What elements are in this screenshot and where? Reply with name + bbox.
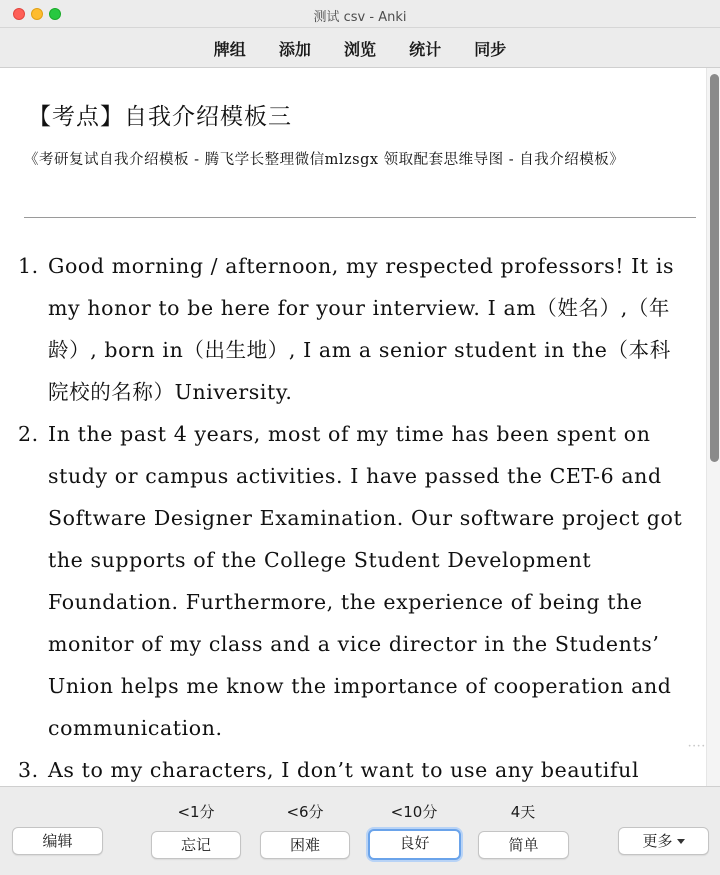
toolbar-decks[interactable]: 牌组: [213, 40, 246, 59]
list-item-text: Good morning / afternoon, my respected professors! It is my honor to be here for your interview. I am（姓名）,（年龄）, born in（出生地）, I am a senior student in the（本科院校的名称）University.: [48, 254, 675, 404]
list-item-text: In the past 4 years, most of my time has been spent on study or campus activities. I have passed the CET-6 and Software Designer Examination. Our software project got the supports of the College Student Development Foundation. Furthermore, the experience of being the monitor of my class and a vice director in the Students’ Union helps me know the importance of cooperation and communication.: [48, 422, 683, 740]
list-item-number: 2.: [18, 422, 39, 446]
list-item-number: 1.: [18, 254, 39, 278]
list-item: [18, 245, 690, 413]
toolbar-stats[interactable]: 统计: [409, 40, 442, 59]
interval-again: <1分: [177, 803, 215, 821]
good-button[interactable]: 良好: [368, 829, 461, 860]
window-title: 测试 csv - Anki: [313, 10, 407, 25]
card-item-list: [18, 245, 690, 786]
interval-good: <10分: [390, 803, 438, 821]
interval-hard: <6分: [286, 803, 324, 821]
divider: [24, 217, 696, 218]
more-button-label: 更多: [642, 832, 673, 850]
vertical-scrollbar[interactable]: [706, 68, 720, 786]
more-button[interactable]: [618, 827, 709, 855]
list-item-number: 3.: [18, 758, 39, 782]
answer-bar: [0, 786, 720, 875]
card-subtitle: 《考研复试自我介绍模板 - 腾飞学长整理微信mlzsgx 领取配套思维导图 - 自我介绍模板》: [24, 152, 625, 168]
interval-easy: 4天: [510, 803, 536, 821]
easy-button[interactable]: 简单: [478, 831, 569, 859]
card-content: [0, 68, 720, 786]
hard-button[interactable]: 困难: [260, 831, 350, 859]
card-title: 【考点】自我介绍模板三: [28, 104, 292, 130]
list-item: [18, 749, 690, 786]
toolbar-browse[interactable]: 浏览: [343, 40, 376, 59]
list-item-text: As to my characters, I don’t want to use any beautiful: [48, 758, 640, 782]
scrollbar-thumb[interactable]: [710, 74, 719, 462]
chevron-down-icon: [677, 839, 685, 844]
edit-button[interactable]: 编辑: [12, 827, 103, 855]
list-item: [18, 413, 690, 749]
toolbar-sync[interactable]: 同步: [474, 40, 507, 59]
toolbar-add[interactable]: 添加: [278, 40, 311, 59]
grip-dots-icon: ••••: [687, 743, 706, 750]
again-button[interactable]: 忘记: [151, 831, 241, 859]
main-toolbar: [0, 28, 720, 68]
title-bar: [0, 0, 720, 28]
